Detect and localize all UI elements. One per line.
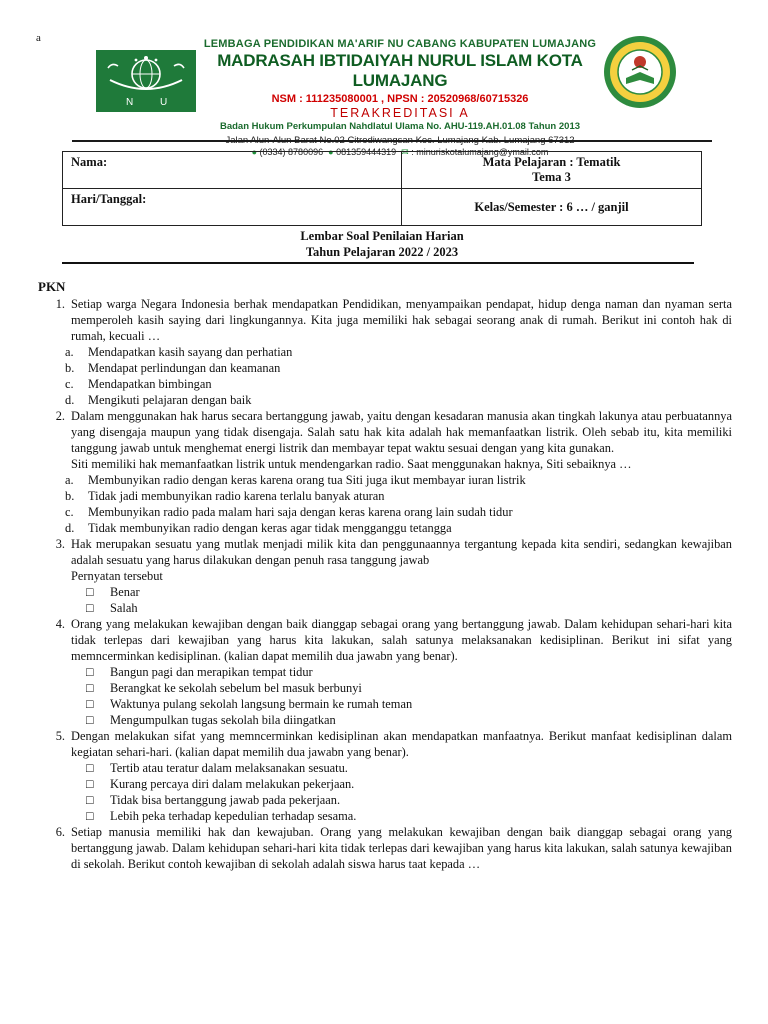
nu-letter-u: U: [160, 97, 168, 108]
student-info-table: [62, 151, 702, 226]
phone-icon: ●: [251, 147, 258, 157]
question-text: Orang yang melakukan kewajiban dengan baik dianggap sebagai orang yang bertanggung jawab. Dalam kehidupan sehari-hari kita tidak terlepas dari kewajiban yang harus kita lakukan, salah satunya melaksanakan kedisiplinan. Berikut ini sifat yang memncerminkan kedisiplinan. (kalian dapat memilih dua jawabn yang benar).: [71, 617, 732, 663]
option[interactable]: [65, 344, 732, 360]
question-text: Dalam menggunakan hak harus secara bertanggung jawab, yaitu dengan kesadaran manusia akan tingkah lakunya atau perbuatannya yang disengaja maupun yang tidak disengaja. Salah satu hak kita adalah hak memanfaatkan listrik. Oleh sebab itu, kita memiliki tanggung jawab untuk menghemat energi listrik dan membayar tepat waktu sesuai dengan yang kita gunakan.: [71, 409, 732, 455]
subject-cell: [402, 152, 702, 189]
checkbox-label: Tertib atau teratur dalam melaksanakan sesuatu.: [110, 761, 348, 775]
letterhead-divider: [72, 140, 712, 142]
title-divider: [62, 262, 694, 264]
option-text: Tidak membunyikan radio dengan keras agar tidak mengganggu tetangga: [88, 521, 452, 535]
checkbox-icon[interactable]: □: [86, 697, 94, 711]
nu-letter-n: N: [126, 97, 134, 108]
checkbox-icon[interactable]: □: [86, 585, 94, 599]
checkbox-icon[interactable]: □: [86, 761, 94, 775]
name-cell: Nama:: [63, 152, 402, 189]
question-list: [38, 296, 732, 872]
option-letter: c.: [65, 505, 74, 519]
option[interactable]: [65, 360, 732, 376]
checkbox-option[interactable]: [86, 664, 732, 680]
phone-1: (0334) 8780096: [259, 147, 324, 157]
checkbox-option[interactable]: [86, 680, 732, 696]
option-letter: b.: [65, 361, 75, 375]
question-prompt: Siti memiliki hak memanfaatkan listrik untuk mendengarkan radio. Saat menggunakan haknya, Siti sebaiknya …: [71, 457, 632, 471]
checkbox-option[interactable]: [86, 584, 732, 600]
whatsapp-icon: ●: [328, 147, 334, 157]
checkbox-option[interactable]: [86, 696, 732, 712]
option-text: Mendapatkan bimbingan: [88, 377, 212, 391]
option-text: Mendapat perlindungan dan keamanan: [88, 361, 281, 375]
mail-icon: ✉: [401, 147, 409, 157]
corner-mark: a: [36, 32, 41, 44]
letterhead: [72, 30, 712, 157]
checkbox-label: Bangun pagi dan merapikan tempat tidur: [110, 665, 313, 679]
option[interactable]: [65, 376, 732, 392]
checkbox-icon[interactable]: □: [86, 681, 94, 695]
question-4: [38, 616, 732, 664]
question-number: 1.: [55, 297, 65, 311]
option-letter: c.: [65, 377, 74, 391]
checkbox-label: Tidak bisa bertanggung jawab pada pekerjaan.: [110, 793, 341, 807]
option-text: Tidak jadi membunyikan radio karena terlalu banyak aturan: [88, 489, 385, 503]
option-letter: b.: [65, 489, 75, 503]
sheet-title-line2: Tahun Pelajaran 2022 / 2023: [305, 245, 459, 259]
option-text: Membunyikan radio dengan keras karena orang tua Siti juga ikut membayar iuran listrik: [88, 473, 526, 487]
phone-2: 081359444319: [336, 147, 397, 157]
checkbox-label: Lebih peka terhadap kepedulian terhadap sesama.: [110, 809, 357, 823]
checkbox-label: Salah: [110, 601, 138, 615]
question-prompt: Pernyatan tersebut: [71, 569, 163, 583]
option[interactable]: [65, 472, 732, 488]
question-2: [38, 408, 732, 456]
school-seal-logo: [602, 34, 678, 110]
option[interactable]: [65, 520, 732, 536]
checkbox-icon[interactable]: □: [86, 777, 94, 791]
checkbox-option[interactable]: [86, 712, 732, 728]
question-text: Setiap warga Negara Indonesia berhak mendapatkan Pendidikan, menyampaikan pendapat, hidup denga naman dan nyaman serta memperoleh kasih saying dari lingkungannya. Kita juga memiliki hak sebagai seorang anak di rumah. Berikut ini contoh hak di rumah, kecuali …: [71, 297, 732, 343]
question-number: 4.: [55, 617, 65, 631]
option-letter: a.: [65, 473, 74, 487]
question-number: 2.: [55, 409, 65, 423]
question-6: [38, 824, 732, 872]
option-text: Membunyikan radio pada malam hari saja dengan keras karena orang lain sudah tidur: [88, 505, 513, 519]
option[interactable]: [65, 392, 732, 408]
subject-label: Mata Pelajaran : Tematik: [482, 155, 621, 169]
question-text: Hak merupakan sesuatu yang mutlak menjadi milik kita dan penggunaannya tergantung kepada kita sendiri, sedangkan kewajiban adalah sesuatu yang harus dilakukan dengan penuh rasa tanggung jawab: [71, 537, 732, 567]
checkbox-label: Kurang percaya diri dalam melakukan pekerjaan.: [110, 777, 355, 791]
school-seal-icon: [602, 34, 678, 110]
section-heading: PKN: [38, 279, 66, 294]
option-text: Mendapatkan kasih sayang dan perhatian: [88, 345, 293, 359]
question-3: [38, 536, 732, 568]
checkbox-icon[interactable]: □: [86, 601, 94, 615]
email: : minuriskotalumajang@ymail.com: [411, 147, 549, 157]
option[interactable]: [65, 488, 732, 504]
checkbox-option[interactable]: [86, 792, 732, 808]
checkbox-icon[interactable]: □: [86, 665, 94, 679]
class-cell: Kelas/Semester : 6 … / ganjil: [402, 189, 702, 226]
nu-logo: [96, 50, 196, 112]
checkbox-icon[interactable]: □: [86, 809, 94, 823]
question-1: [38, 296, 732, 344]
option-text: Mengikuti pelajaran dengan baik: [88, 393, 252, 407]
school-ids: NSM : 111235080001 , NPSN : 20520968/60715326: [271, 93, 529, 105]
checkbox-label: Mengumpulkan tugas sekolah bila diingatkan: [110, 713, 336, 727]
option-letter: d.: [65, 393, 75, 407]
question-text: Dengan melakukan sifat yang memncerminkan kedisiplinan akan mendapatkan manfaatnya. Berikut manfaat kedisiplinan dalam kegiatan sehari-hari. (kalian dapat memilih dua jawabn yang benar).: [71, 729, 732, 759]
institution-line: LEMBAGA PENDIDIKAN MA'ARIF NU CABANG KABUPATEN LUMAJANG: [203, 38, 597, 50]
question-number: 3.: [55, 537, 65, 551]
question-text: Setiap manusia memiliki hak dan kewajuban. Orang yang melakukan kewajiban dengan baik dianggap sebagai orang yang bertanggung jawab. Dalam kehidupan sehari-hari kita tidak terlepas dari kewajiban yang harus kita lakukan, salah satunya kewajiban di sekolah. Berikut contoh kewajiban di sekolah adalah siswa harus taat kepada …: [71, 825, 732, 871]
date-cell: Hari/Tanggal:: [63, 189, 402, 226]
checkbox-option[interactable]: [86, 808, 732, 824]
legal-line: Badan Hukum Perkumpulan Nahdlatul Ulama No. AHU-119.AH.01.08 Tahun 2013: [219, 121, 581, 132]
checkbox-option[interactable]: [86, 600, 732, 616]
checkbox-label: Berangkat ke sekolah sebelum bel masuk berbunyi: [110, 681, 362, 695]
checkbox-option[interactable]: [86, 776, 732, 792]
checkbox-icon[interactable]: □: [86, 793, 94, 807]
question-number: 5.: [55, 729, 65, 743]
school-name: MADRASAH IBTIDAIYAH NURUL ISLAM KOTA LUMAJANG: [217, 51, 583, 90]
theme-label: Tema 3: [532, 170, 571, 184]
option-letter: a.: [65, 345, 74, 359]
checkbox-label: Waktunya pulang sekolah langsung bermain ke rumah teman: [110, 697, 413, 711]
option[interactable]: [65, 504, 732, 520]
sheet-title: [62, 228, 702, 260]
sheet-title-line1: Lembar Soal Penilaian Harian: [300, 229, 464, 243]
checkbox-option[interactable]: [86, 760, 732, 776]
option-letter: d.: [65, 521, 75, 535]
question-number: 6.: [55, 825, 65, 839]
checkbox-label: Benar: [110, 585, 140, 599]
checkbox-icon[interactable]: □: [86, 713, 94, 727]
question-5: [38, 728, 732, 760]
accreditation: TERAKREDITASI A: [330, 106, 470, 120]
nu-globe-icon: [96, 50, 196, 112]
